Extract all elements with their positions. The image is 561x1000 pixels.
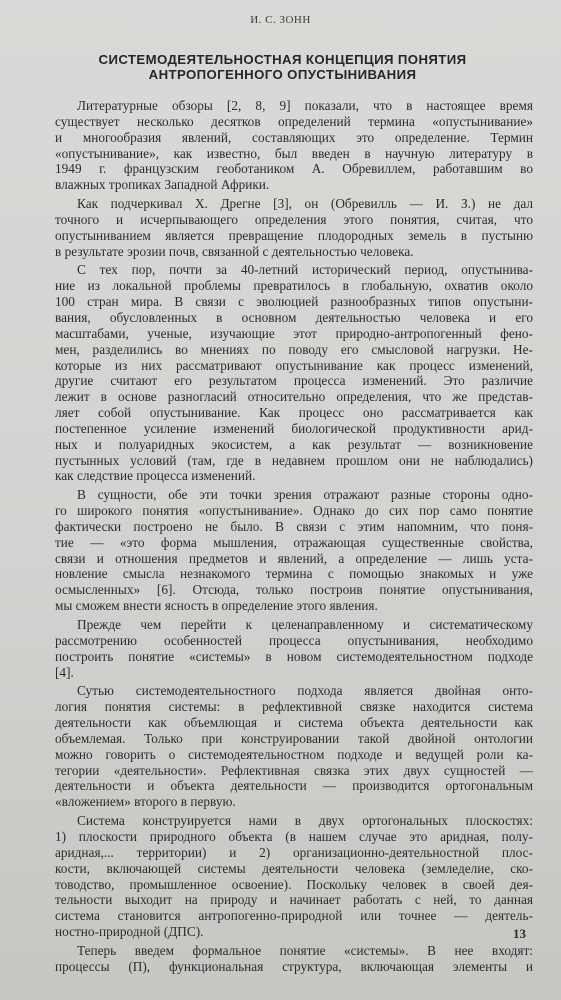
text-line: 100 стран мира. В связи с эволюцией разнообразных типов опустыни- — [55, 294, 533, 310]
text-line: «вложением» второго в первую. — [55, 794, 236, 810]
text-line: кости, включающей системы деятельности человека (земледелие, ско- — [55, 860, 533, 876]
text-line: вания, обусловленных в основном деятельностью человека и его — [55, 309, 533, 325]
text-line: рассмотрению особенностей процесса опустынивания, необходимо — [55, 632, 533, 648]
text-line: Сутью системодеятельностного подхода является двойная онто- — [77, 683, 533, 699]
paragraph — [55, 262, 533, 484]
text-line: Литературные обзоры [2, 8, 9] показали, что в настоящее время — [77, 98, 533, 113]
text-line: новление смысла незнакомого термина с помощью знакомых и уже — [55, 566, 533, 582]
text-line: мен, разделились во мнениях по поводу его смысловой нагрузки. Не- — [55, 341, 533, 357]
text-line: пустынных условий (там, где в недавнем прошлом они не наблюдались) — [55, 452, 533, 468]
text-line: точного и исчерпывающего определения этого понятия, считая, что — [55, 211, 533, 227]
text-line: тегории «деятельности». Рефлективная связка этих двух сущностей — — [55, 762, 533, 778]
text-line: масштабами, ученые, изучающие этот природно-антропогенный фено- — [55, 325, 533, 341]
text-line: фактически построено не было. В связи с этим напомним, что поня- — [55, 518, 533, 534]
text-line: деятельности как объемлющая и система объекта деятельности как — [55, 715, 533, 731]
text-line: можно говорить о системодеятельностном подходе и ведущей роли ка- — [55, 746, 533, 762]
text-line: влажных тропиках Западной Африки. — [55, 177, 270, 193]
text-line: аридная,... территории) и 2) организационно-деятельностной плос- — [55, 844, 533, 860]
text-line: мы сможем внести ясность в определение этого явления. — [55, 598, 378, 614]
text-line: 1949 г. французским геоботаником А. Обревиллем, работавшим во — [55, 161, 533, 177]
text-line: осмысленных» [6]. Отсюда, только построив понятие опустынивания, — [55, 582, 533, 598]
paragraph — [55, 943, 533, 975]
text-line: ных и полуаридных экосистем, а как результат — возникновение — [55, 436, 533, 452]
text-line: Система конструируется нами в двух ортогональных плоскостях: — [77, 813, 533, 829]
text-line: которые из них рассматривают опустынивание как процесс изменений, — [55, 357, 533, 373]
text-line: деятельности и объекта деятельности — производится ортогональным — [55, 778, 533, 794]
text-line: 1) плоскости природного объекта (в нашем случае это аридная, полу- — [55, 828, 533, 844]
text-line: Как подчеркивал Х. Дрегне [3], он (Обревилль — И. З.) не дал — [77, 196, 533, 212]
text-line: С тех пор, почти за 40-летний исторический период, опустынива- — [77, 262, 533, 278]
text-line: тие — «это форма мышления, отражающая существенные свойства, — [55, 534, 533, 550]
text-line: как следствие процесса изменений. — [55, 468, 256, 484]
text-line: товодство, промышленное освоение). Поскольку человек в своей дея- — [55, 876, 533, 892]
paragraph — [55, 196, 533, 259]
article-title-line: АНТРОПОГЕННОГО ОПУСТЫНИВАНИЯ — [148, 67, 417, 82]
paragraph — [55, 683, 533, 810]
text-line: существует несколько десятков определений термина «опустынивание» — [55, 113, 533, 129]
text-line: логия понятия системы: в рефлективной связке находится система — [55, 699, 533, 715]
text-line: В сущности, обе эти точки зрения отражают разные стороны одно- — [77, 487, 533, 503]
text-line: опустыниванием является превращение плодородных земель в пустыню — [55, 227, 533, 243]
text-line: объемлемая. Только при конструировании такой двойной онтологии — [55, 730, 533, 746]
text-line: ние из локальной проблемы превратилось в глобальную, охватив около — [55, 278, 533, 294]
text-line: в результате эрозии почв, связанной с деятельностью человека. — [55, 243, 414, 259]
article-title-line: СИСТЕМОДЕЯТЕЛЬНОСТНАЯ КОНЦЕПЦИЯ ПОНЯТИЯ — [98, 52, 467, 67]
text-line: Теперь введем формальное понятие «системы». В нее входят: — [77, 942, 533, 958]
text-line: го широкого понятия «опустынивание». Однако до сих пор само понятие — [55, 503, 533, 519]
paragraph — [55, 813, 533, 940]
article-body — [55, 98, 533, 975]
article-title — [40, 52, 525, 82]
text-line: система становится антропогенно-природной или точнее — деятель- — [55, 908, 533, 924]
running-head-author: И. С. ЗОНН — [250, 14, 311, 26]
text-line: процессы (П), функциональная структура, включающая элементы и — [55, 958, 533, 974]
paragraph — [55, 487, 533, 614]
page-number: 13 — [513, 926, 526, 941]
text-line: связи и отношения предметов и явлений, а определение — лишь уста- — [55, 550, 533, 566]
text-line: ностно-природной (ДПС). — [55, 924, 204, 940]
text-line: построить понятие «системы» в новом системодеятельностном подходе — [55, 648, 533, 664]
text-line: «опустынивание», как известно, был введен в научную литературу в — [55, 145, 533, 161]
text-line: постепенное усиление изменений биологической продуктивности арид- — [55, 420, 533, 436]
paragraph — [55, 98, 533, 193]
text-line: ляет собой опустынивание. Как процесс оно рассматривается как — [55, 405, 533, 421]
text-line: [4]. — [55, 664, 74, 680]
text-line: Прежде чем перейти к целенаправленному и систематическому — [77, 617, 533, 632]
text-line: и многообразия явлений, составляющих это определение. Термин — [55, 129, 533, 145]
text-line: другие считают его результатом процесса изменений. Это различие — [55, 373, 533, 389]
text-line: лежит в основе разногласий относительно определения, что же представ- — [55, 389, 533, 405]
text-line: тельности выходит на природу и начинает работать с ней, то данная — [55, 892, 533, 908]
paragraph — [55, 617, 533, 680]
